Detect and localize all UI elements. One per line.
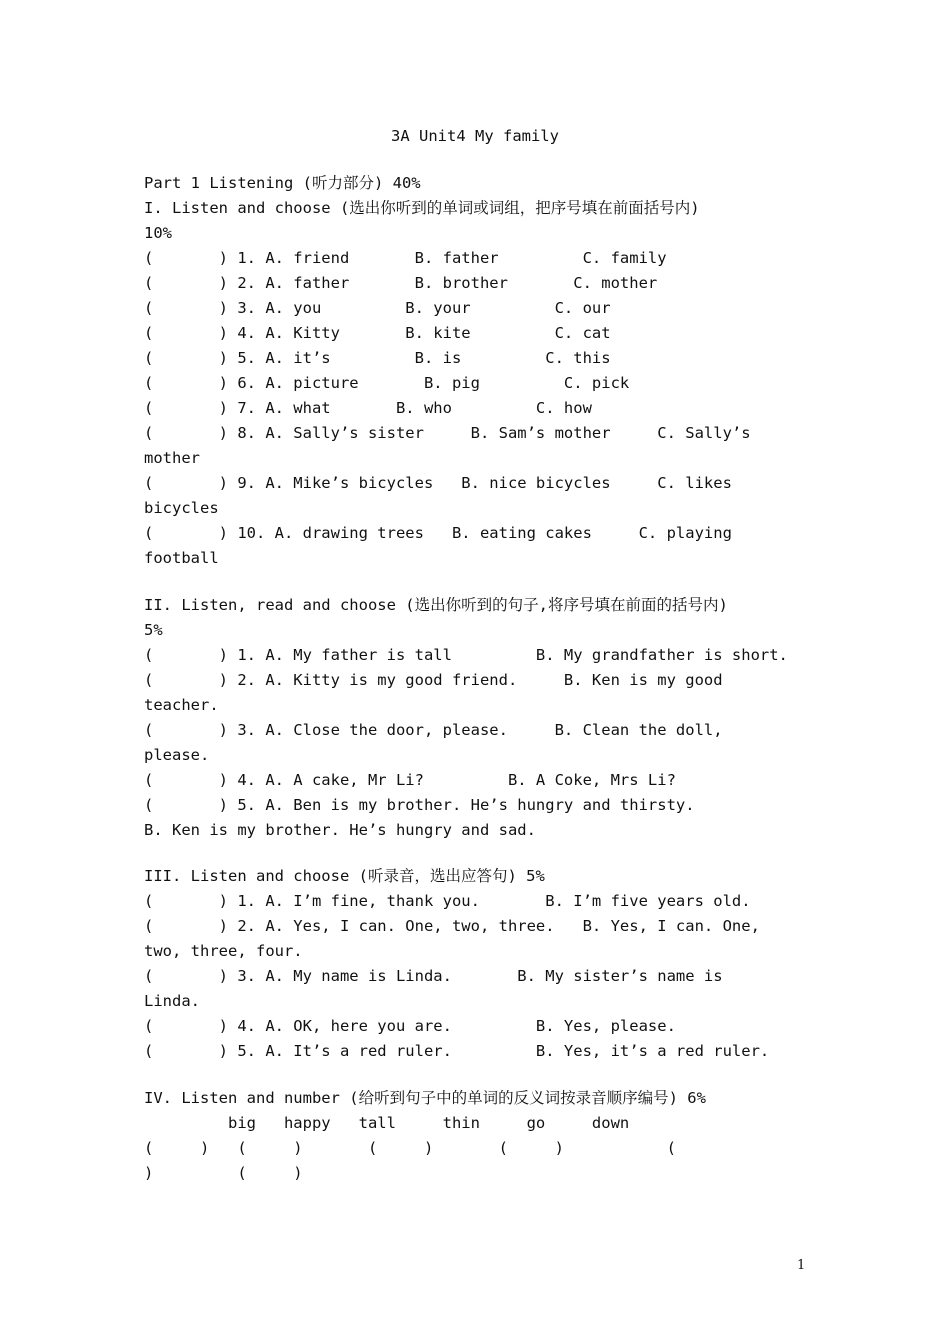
worksheet-line: football [144,549,219,567]
worksheet-line: two, three, four. [144,942,303,960]
worksheet-line: ( ) ( ) ( ) ( ) ( [144,1139,676,1157]
worksheet-line: ( ) 1. A. I’m fine, thank you. B. I’m five years old. [144,892,751,910]
worksheet-line: ( ) 2. A. father B. brother C. mother [144,274,658,292]
worksheet-line: I. Listen and choose (选出你听到的单词或词组，把序号填在前面括号内) [144,199,700,217]
worksheet-line: ( ) 1. A. friend B. father C. family [144,249,667,267]
worksheet-line: III. Listen and choose (听录音，选出应答句) 5% [144,867,545,885]
worksheet-line: mother [144,449,200,467]
worksheet-line: ( ) 10. A. drawing trees B. eating cakes C. playing [144,524,732,542]
worksheet-line: big happy tall thin go down [144,1114,630,1132]
worksheet-line: ( ) 4. A. OK, here you are. B. Yes, please. [144,1017,676,1035]
worksheet-line: II. Listen, read and choose (选出你听到的句子,将序号填在前面的括号内) [144,596,728,614]
worksheet-line: ( ) 5. A. it’s B. is C. this [144,349,611,367]
page-title: 3A Unit4 My family [391,127,559,145]
worksheet-line: Linda. [144,992,200,1010]
worksheet-line: please. [144,746,210,764]
worksheet-line: ( ) 3. A. My name is Linda. B. My sister’s name is [144,967,723,985]
worksheet-line: ( ) 6. A. picture B. pig C. pick [144,374,630,392]
worksheet-line: ( ) 5. A. It’s a red ruler. B. Yes, it’s a red ruler. [144,1042,770,1060]
page-number: 1 [797,1258,806,1273]
worksheet-line: B. Ken is my brother. He’s hungry and sad. [144,821,536,839]
worksheet-line: ( ) 5. A. Ben is my brother. He’s hungry and thirsty. [144,796,695,814]
worksheet-line: teacher. [144,696,219,714]
worksheet-line: ( ) 4. A. Kitty B. kite C. cat [144,324,611,342]
worksheet-line: ( ) 9. A. Mike’s bicycles B. nice bicycles C. likes [144,474,732,492]
worksheet-line: ( ) 2. A. Yes, I can. One, two, three. B. Yes, I can. One, [144,917,760,935]
worksheet-line: ( ) 3. A. Close the door, please. B. Clean the doll, [144,721,723,739]
worksheet-line: 5% [144,621,163,639]
worksheet-line: 10% [144,224,172,242]
worksheet-line: ( ) 1. A. My father is tall B. My grandfather is short. [144,646,788,664]
worksheet-line: ( ) 2. A. Kitty is my good friend. B. Ken is my good [144,671,723,689]
worksheet-line: IV. Listen and number (给听到句子中的单词的反义词按录音顺序编号) 6% [144,1089,706,1107]
worksheet-line: ( ) 7. A. what B. who C. how [144,399,592,417]
worksheet-line: ) ( ) [144,1164,303,1182]
worksheet-line: Part 1 Listening (听力部分) 40% [144,174,421,192]
worksheet-line: ( ) 4. A. A cake, Mr Li? B. A Coke, Mrs Li? [144,771,676,789]
worksheet-line: bicycles [144,499,219,517]
worksheet-line: ( ) 8. A. Sally’s sister B. Sam’s mother C. Sally’s [144,424,751,442]
worksheet-line: ( ) 3. A. you B. your C. our [144,299,611,317]
